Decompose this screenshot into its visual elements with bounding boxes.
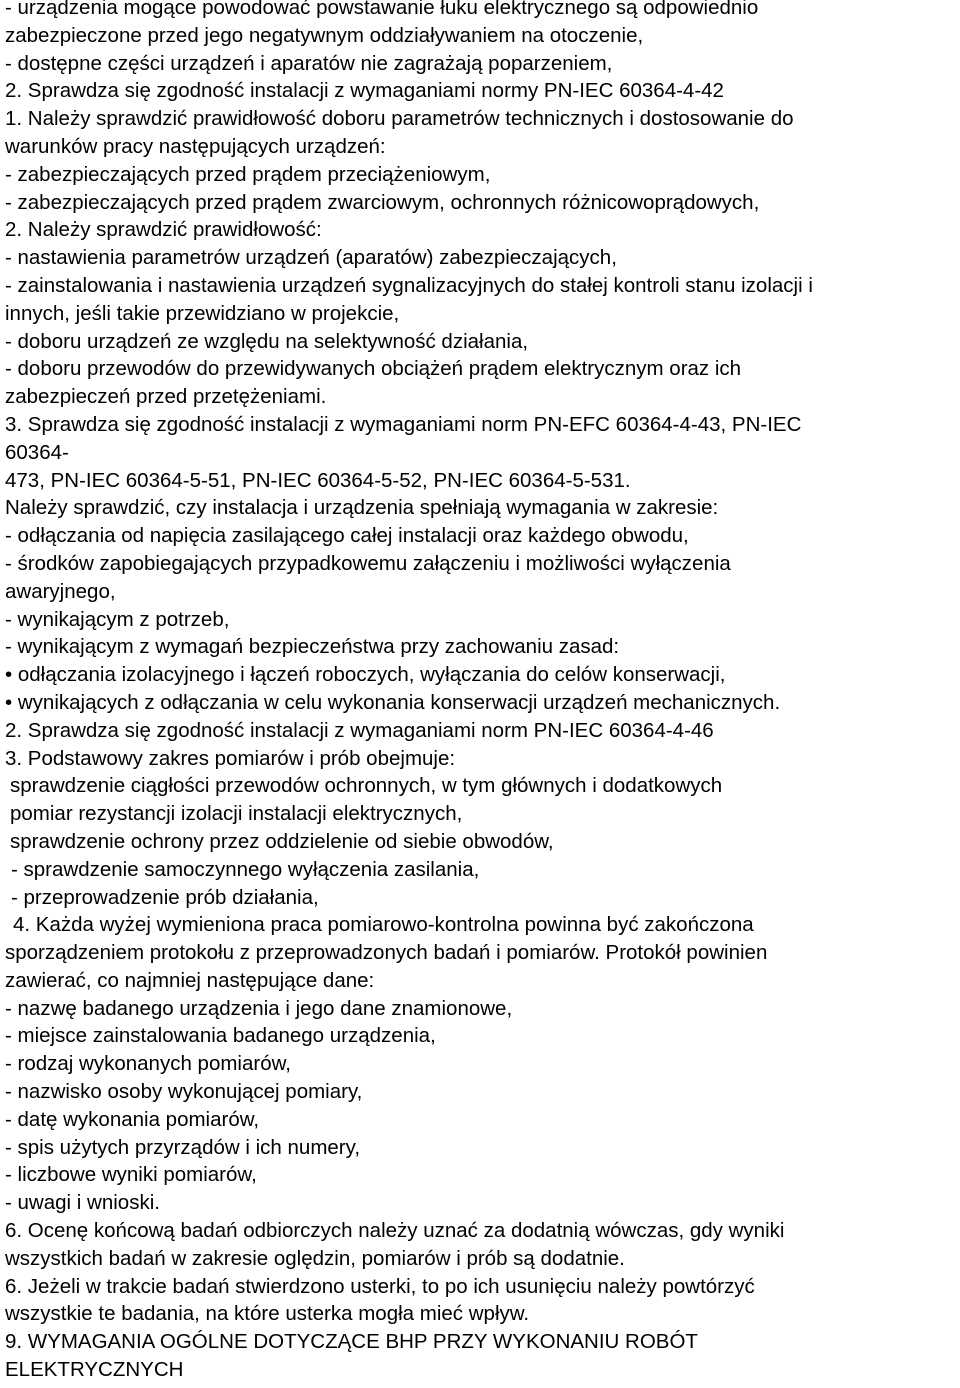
bullet-item: • wynikających z odłączania w celu wykonania konserwacji urządzeń mechanicznych. (5, 690, 781, 714)
list-item: sprawdzenie ciągłości przewodów ochronnych, w tym głównych i dodatkowych (10, 774, 723, 798)
list-item: - zabezpieczających przed prądem przeciążeniowym, (5, 162, 491, 186)
text-line: 6. Jeżeli w trakcie badań stwierdzono usterki, to po ich usunięciu należy powtórzyć (5, 1274, 755, 1298)
list-item: - datę wykonania pomiarów, (5, 1107, 260, 1131)
section-heading: 3. Sprawdza się zgodność instalacji z wymaganiami norm PN-EFC 60364-4-43, PN-IEC (5, 412, 802, 436)
list-item: - odłączania od napięcia zasilającego całej instalacji oraz każdego obwodu, (5, 524, 689, 548)
text-line: - urządzenia mogące powodować powstawanie łuku elektrycznego są odpowiednio (5, 0, 759, 19)
list-item: - miejsce zainstalowania badanego urządzenia, (5, 1024, 436, 1048)
list-item: - spis użytych przyrządów i ich numery, (5, 1135, 361, 1159)
text-line: 60364- (5, 440, 69, 464)
list-item: - przeprowadzenie prób działania, (11, 885, 319, 909)
text-line: wszystkie te badania, na które usterka mogła mieć wpływ. (5, 1302, 530, 1326)
text-line: awaryjnego, (5, 579, 116, 603)
section-heading: 9. WYMAGANIA OGÓLNE DOTYCZĄCE BHP PRZY WYKONANIU ROBÓT (5, 1330, 698, 1354)
list-item: - wynikającym z wymagań bezpieczeństwa przy zachowaniu zasad: (5, 635, 620, 659)
list-item: - wynikającym z potrzeb, (5, 607, 230, 631)
list-item: - nazwę badanego urządzenia i jego dane znamionowe, (5, 996, 513, 1020)
text-line: innych, jeśli takie przewidziano w projekcie, (5, 301, 400, 325)
list-item: - nazwisko osoby wykonującej pomiary, (5, 1080, 363, 1104)
text-line: Należy sprawdzić, czy instalacja i urządzenia spełniają wymagania w zakresie: (5, 496, 719, 520)
list-item: - liczbowe wyniki pomiarów, (5, 1163, 257, 1187)
list-item: - rodzaj wykonanych pomiarów, (5, 1052, 291, 1076)
text-line: 4. Każda wyżej wymieniona praca pomiarowo-kontrolna powinna być zakończona (13, 913, 754, 937)
text-line: wszystkich badań w zakresie oględzin, pomiarów i prób są dodatnie. (5, 1246, 625, 1270)
list-item: sprawdzenie ochrony przez oddzielenie od siebie obwodów, (10, 829, 554, 853)
list-item: - zainstalowania i nastawienia urządzeń sygnalizacyjnych do stałej kontroli stanu izolacji i (5, 273, 813, 297)
text-line: 2. Należy sprawdzić prawidłowość: (5, 218, 322, 242)
text-line: zabezpieczeń przed przetężeniami. (5, 385, 327, 409)
text-line: 6. Ocenę końcową badań odbiorczych należy uznać za dodatnią wówczas, gdy wyniki (5, 1219, 785, 1243)
list-item: - uwagi i wnioski. (5, 1191, 160, 1215)
list-item: - sprawdzenie samoczynnego wyłączenia zasilania, (11, 857, 480, 881)
list-item: - nastawienia parametrów urządzeń (aparatów) zabezpieczających, (5, 246, 617, 270)
list-item: - środków zapobiegających przypadkowemu załączeniu i możliwości wyłączenia (5, 551, 731, 575)
list-item: - zabezpieczających przed prądem zwarciowym, ochronnych różnicowoprądowych, (5, 190, 760, 214)
bullet-item: • odłączania izolacyjnego i łączeń roboczych, wyłączania do celów konserwacji, (5, 663, 726, 687)
section-heading: 2. Sprawdza się zgodność instalacji z wymaganiami normy PN-IEC 60364-4-42 (5, 79, 724, 103)
section-heading: ELEKTRYCZNYCH (5, 1358, 184, 1382)
list-item: - doboru przewodów do przewidywanych obciążeń prądem elektrycznym oraz ich (5, 357, 742, 381)
text-line: sporządzeniem protokołu z przeprowadzonych badań i pomiarów. Protokół powinien (5, 941, 768, 965)
text-line: 1. Należy sprawdzić prawidłowość doboru parametrów technicznych i dostosowanie do (5, 107, 794, 131)
text-line: zawierać, co najmniej następujące dane: (5, 968, 375, 992)
text-line: warunków pracy następujących urządzeń: (5, 134, 386, 158)
list-item: - doboru urządzeń ze względu na selektywność działania, (5, 329, 529, 353)
text-line: 3. Podstawowy zakres pomiarów i prób obejmuje: (5, 746, 456, 770)
text-line: 473, PN-IEC 60364-5-51, PN-IEC 60364-5-52, PN-IEC 60364-5-531. (5, 468, 631, 492)
text-line: zabezpieczone przed jego negatywnym oddziaływaniem na otoczenie, (5, 23, 644, 47)
section-heading: 2. Sprawdza się zgodność instalacji z wymaganiami norm PN-IEC 60364-4-46 (5, 718, 714, 742)
list-item: pomiar rezystancji izolacji instalacji elektrycznych, (10, 802, 463, 826)
text-line: - dostępne części urządzeń i aparatów nie zagrażają poparzeniem, (5, 51, 613, 75)
